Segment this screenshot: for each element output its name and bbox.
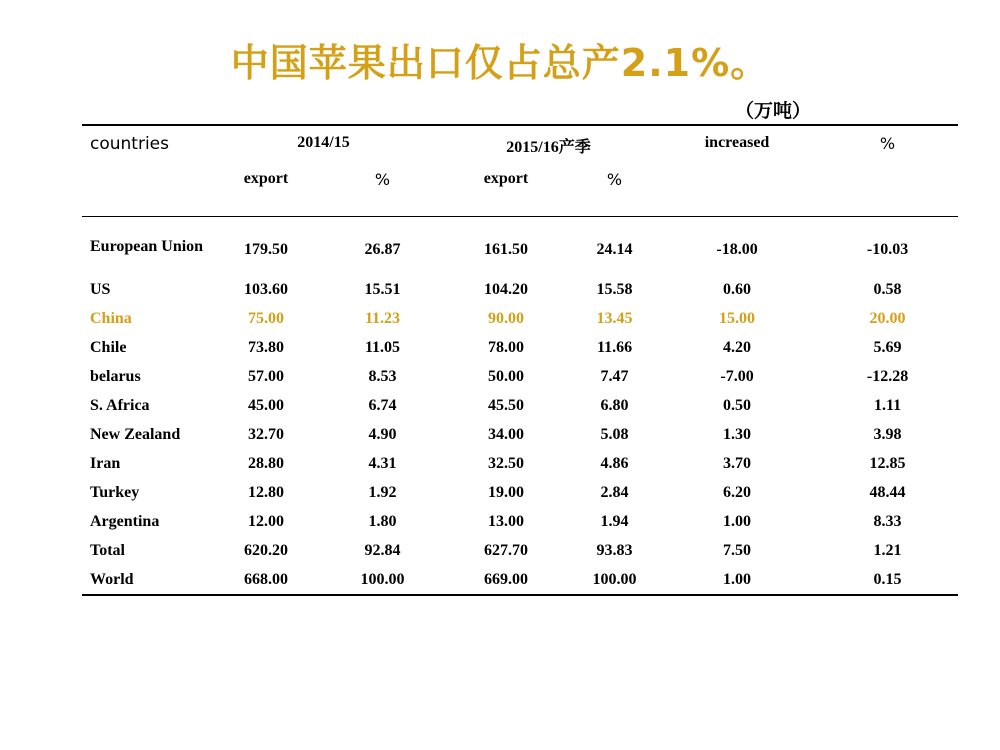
percent-2014-cell: 6.74: [368, 396, 397, 414]
percent-2014-cell: 1.92: [368, 483, 397, 501]
export-2015-cell: 104.20: [484, 280, 529, 298]
export-2014-cell: 12.00: [248, 512, 284, 530]
increased-cell: -7.00: [720, 367, 754, 385]
export-2014-cell: 103.60: [244, 280, 288, 298]
export-2015-cell: 34.00: [488, 425, 525, 443]
country-cell: New Zealand: [90, 425, 181, 443]
table-body: [82, 217, 958, 596]
percent-change-cell: -10.03: [866, 241, 909, 258]
country-cell: Total: [90, 541, 125, 559]
page-title: 中国苹果出口仅占总产2.1%。: [230, 41, 770, 85]
country-cell: European Union: [90, 238, 204, 255]
header-season-2014: 2014/15: [207, 125, 440, 164]
header-percent-2015: %: [572, 164, 657, 217]
percent-change-cell: 0.58: [873, 280, 902, 298]
header-countries: countries: [82, 125, 207, 164]
percent-2015-cell: 100.00: [572, 565, 657, 595]
table-row: [82, 420, 958, 449]
table-row: [82, 275, 958, 304]
percent-2014-cell: 4.31: [368, 454, 397, 472]
increased-cell: 1.30: [723, 425, 752, 443]
table-row: [82, 217, 958, 276]
percent-2014-cell: 15.51: [364, 280, 401, 298]
export-2014-cell: 12.80: [248, 483, 284, 501]
export-2014-cell: 620.20: [244, 541, 288, 559]
percent-change-cell: -12.28: [866, 367, 909, 385]
header-percent-2014: %: [325, 164, 440, 217]
percent-2015-cell: 11.66: [596, 338, 633, 356]
export-2015-cell: 19.00: [488, 483, 525, 501]
percent-2015-cell: 1.94: [600, 512, 629, 530]
percent-2014-cell: 26.87: [364, 241, 401, 258]
percent-2015-cell: 13.45: [596, 309, 633, 327]
header-increased: increased: [657, 125, 817, 164]
table-row: [82, 507, 958, 536]
unit-label: （万吨）: [735, 100, 812, 122]
export-2015-cell: 627.70: [484, 541, 529, 559]
apple-export-table-container: [82, 124, 958, 596]
export-2014-cell: 57.00: [248, 367, 284, 385]
country-cell: Turkey: [90, 483, 140, 501]
increased-cell: 7.50: [723, 541, 752, 559]
country-cell: Iran: [90, 454, 121, 472]
percent-2014-cell: 100.00: [325, 565, 440, 595]
table-row-total: [82, 536, 958, 565]
table-row: [82, 362, 958, 391]
country-cell: S. Africa: [90, 396, 150, 414]
increased-cell: 4.20: [723, 338, 752, 356]
table-row-world: [82, 565, 958, 595]
export-2015-cell: 50.00: [488, 367, 525, 385]
header-row-2: [82, 164, 958, 217]
export-2014-cell: 179.50: [244, 241, 288, 258]
percent-2015-cell: 2.84: [600, 483, 629, 501]
header-season-2015: 2015/16产季: [440, 125, 657, 164]
country-cell: China: [90, 309, 132, 327]
increased-cell: 1.00: [657, 565, 817, 595]
country-cell: US: [90, 280, 111, 298]
percent-2015-cell: 24.14: [596, 241, 633, 258]
percent-2014-cell: 92.84: [364, 541, 401, 559]
export-2015-cell: 45.50: [488, 396, 525, 414]
export-2014-cell: 28.80: [248, 454, 284, 472]
export-2015-cell: 669.00: [440, 565, 572, 595]
country-cell: Argentina: [90, 512, 160, 530]
header-blank: [82, 164, 207, 217]
table-header: [82, 125, 958, 217]
percent-2015-cell: 7.47: [600, 367, 629, 385]
export-2014-cell: 73.80: [248, 338, 284, 356]
percent-change-cell: 48.44: [869, 483, 906, 501]
apple-export-table: [82, 124, 958, 596]
percent-change-cell: 5.69: [873, 338, 902, 356]
percent-2014-cell: 8.53: [368, 367, 397, 385]
export-2014-cell: 75.00: [248, 309, 284, 327]
header-percent: %: [817, 125, 958, 164]
export-2015-cell: 32.50: [488, 454, 525, 472]
header-blank: [657, 164, 817, 217]
percent-change-cell: 8.33: [873, 512, 902, 530]
percent-change-cell: 1.21: [873, 541, 902, 559]
header-export-2014: export: [207, 164, 325, 217]
export-2015-cell: 78.00: [488, 338, 525, 356]
percent-2015-cell: 5.08: [600, 425, 629, 443]
increased-cell: -18.00: [716, 241, 758, 258]
export-2014-cell: 668.00: [207, 565, 325, 595]
percent-2015-cell: 6.80: [600, 396, 629, 414]
table-row: [82, 449, 958, 478]
export-2015-cell: 90.00: [488, 309, 525, 327]
percent-change-cell: 1.11: [873, 396, 902, 414]
table-row: [82, 478, 958, 507]
percent-2014-cell: 11.23: [364, 309, 401, 327]
increased-cell: 0.60: [723, 280, 752, 298]
country-cell: Chile: [90, 338, 127, 356]
export-2014-cell: 32.70: [248, 425, 284, 443]
export-2015-cell: 161.50: [484, 241, 529, 258]
percent-2014-cell: 1.80: [368, 512, 397, 530]
percent-change-cell: 20.00: [869, 309, 906, 327]
percent-2014-cell: 4.90: [368, 425, 397, 443]
header-export-2015: export: [440, 164, 572, 217]
increased-cell: 1.00: [723, 512, 752, 530]
table-row-highlighted: [82, 304, 958, 333]
table-row: [82, 333, 958, 362]
country-cell: belarus: [90, 367, 141, 385]
table-row: [82, 391, 958, 420]
percent-2014-cell: 11.05: [364, 338, 401, 356]
increased-cell: 0.50: [723, 396, 752, 414]
increased-cell: 6.20: [723, 483, 752, 501]
percent-2015-cell: 93.83: [596, 541, 633, 559]
percent-2015-cell: 4.86: [600, 454, 629, 472]
header-blank: [817, 164, 958, 217]
header-row-1: [82, 125, 958, 164]
country-cell: World: [82, 565, 207, 595]
percent-change-cell: 12.85: [869, 454, 906, 472]
percent-change-cell: 3.98: [873, 425, 902, 443]
percent-change-cell: 0.15: [817, 565, 958, 595]
increased-cell: 3.70: [723, 454, 752, 472]
increased-cell: 15.00: [719, 309, 756, 327]
export-2014-cell: 45.00: [248, 396, 284, 414]
percent-2015-cell: 15.58: [596, 280, 633, 298]
export-2015-cell: 13.00: [488, 512, 525, 530]
